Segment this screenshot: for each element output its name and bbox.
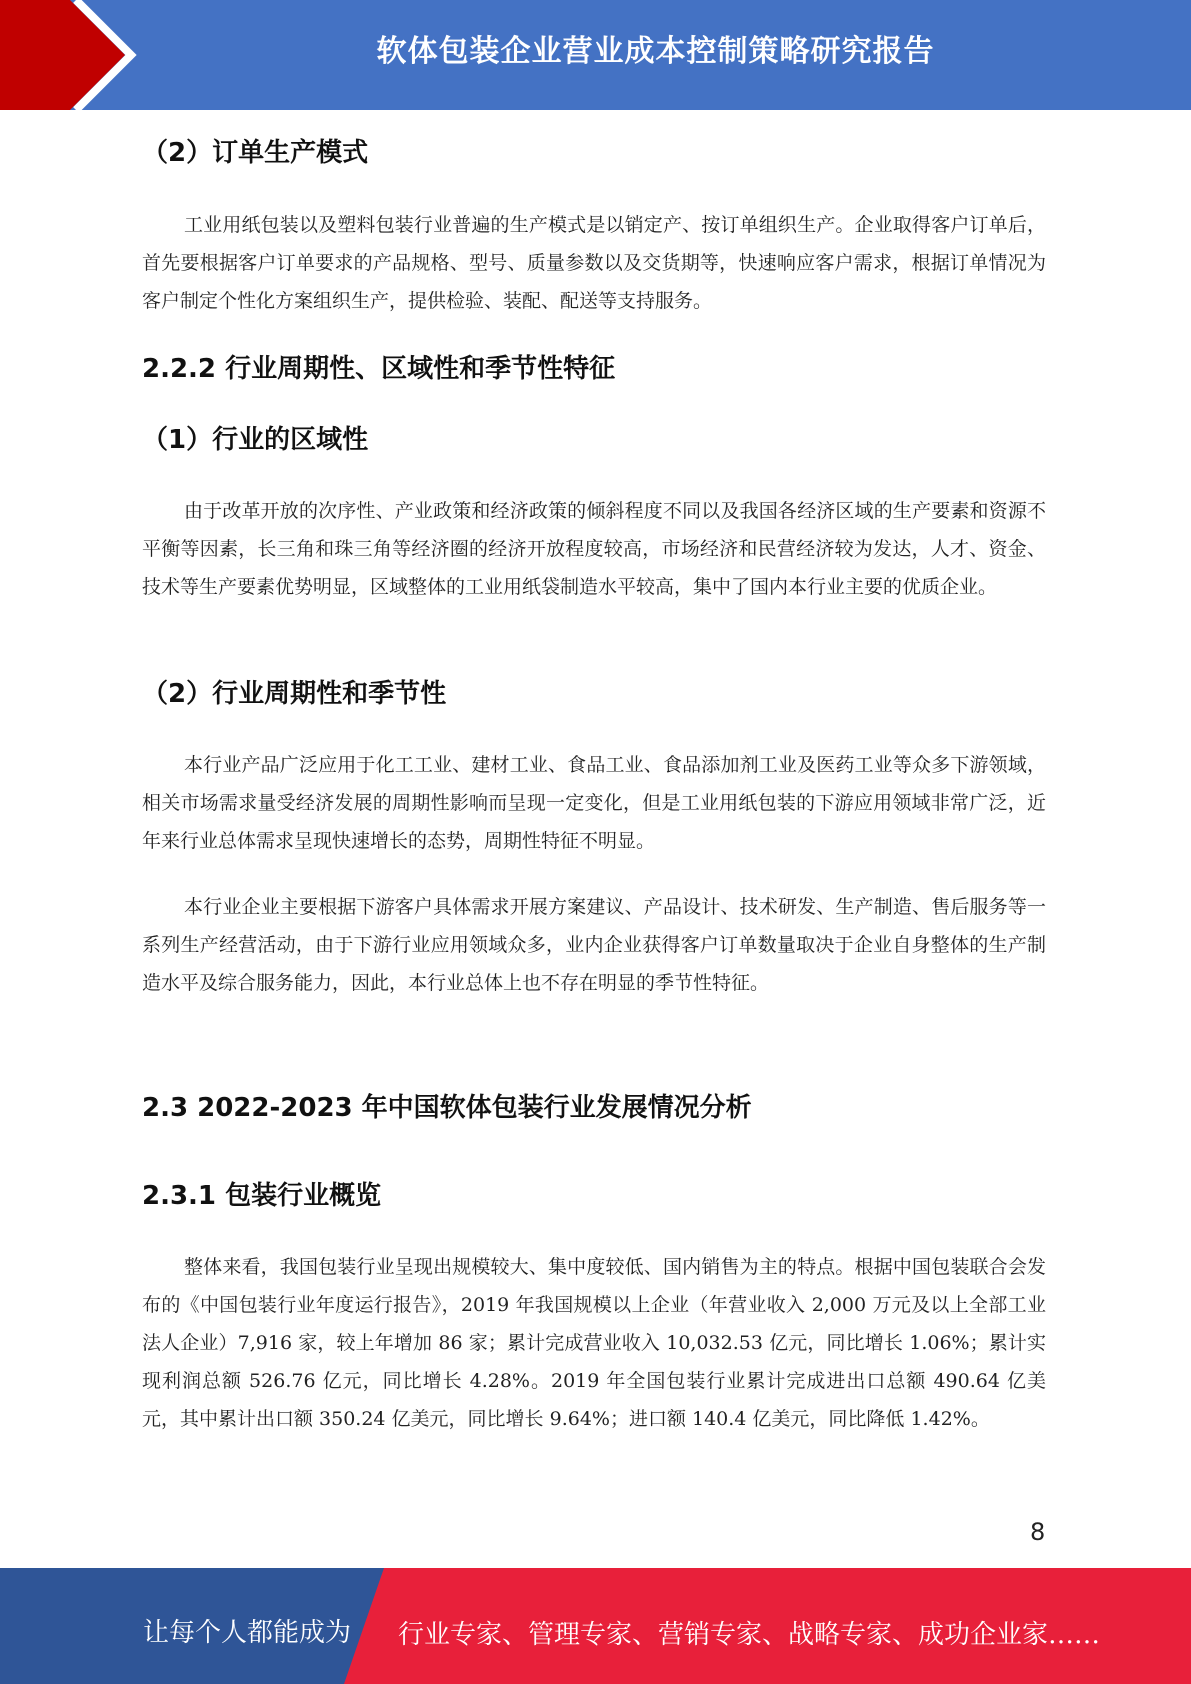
header-chevron-graphic [0,0,160,110]
paragraph-cyclical: 本行业产品广泛应用于化工工业、建材工业、食品工业、食品添加剂工业及医药工业等众多下游领域，相关市场需求量受经济发展的周期性影响而呈现一定变化，但是工业用纸包装的下游应用领域非常广泛，近年来行业总体需求呈现快速增长的态势，周期性特征不明显。 [142,754,1046,852]
document-title: 软体包装企业营业成本控制策略研究报告 [376,34,935,69]
subheading-order-production: （2）订单生产模式 [142,138,369,168]
paragraph-seasonal: 本行业企业主要根据下游客户具体需求开展方案建议、产品设计、技术研发、生产制造、售后服务等一系列生产经营活动，由于下游行业应用领域众多，业内企业获得客户订单数量取决于企业自身整体的生产制造水平及综合服务能力，因此，本行业总体上也不存在明显的季节性特征。 [142,896,1046,994]
subheading-cyclical-seasonal: （2）行业周期性和季节性 [142,679,447,709]
page-number: 8 [1030,1518,1046,1546]
paragraph-order-production: 工业用纸包装以及塑料包装行业普遍的生产模式是以销定产、按订单组织生产。企业取得客户订单后，首先要根据客户订单要求的产品规格、型号、质量参数以及交货期等，快速响应客户需求，根据订单情况为客户制定个性化方案组织生产，提供检验、装配、配送等支持服务。 [142,214,1046,312]
heading-2-3-1: 2.3.1 包装行业概览 [142,1181,382,1211]
page-footer [0,1568,1191,1684]
heading-2-2-2: 2.2.2 行业周期性、区域性和季节性特征 [142,354,616,384]
footer-slogan-left: 让每个人都能成为 [143,1618,352,1648]
page-header [0,0,1191,110]
heading-2-3: 2.3 2022-2023 年中国软体包装行业发展情况分析 [142,1093,752,1123]
paragraph-regional: 由于改革开放的次序性、产业政策和经济政策的倾斜程度不同以及我国各经济区域的生产要素和资源不平衡等因素，长三角和珠三角等经济圈的经济开放程度较高，市场经济和民营经济较为发达，人才、资金、技术等生产要素优势明显，区域整体的工业用纸袋制造水平较高，集中了国内本行业主要的优质企业。 [142,500,1046,598]
subheading-regional: （1）行业的区域性 [142,425,369,455]
paragraph-industry-overview: 整体来看，我国包装行业呈现出规模较大、集中度较低、国内销售为主的特点。根据中国包装联合会发布的《中国包装行业年度运行报告》，2019 年我国规模以上企业（年营业收入 2,000 万元及以上全部工业法人企业）7,916 家，较上年增加 86 家；累计完成营业收入 10,032.53 亿元，同比增长 1.06%；累计实现利润总额 526.76 亿元，同比增长 4.28%。2019 年全国包装行业累计完成进出口总额 490.64 亿美元，其中累计出口额 350.24 亿美元，同比增长 9.64%；进口额 140.4 亿美元，同比降低 1.42%。 [142,1256,1046,1430]
footer-slogan-right: 行业专家、管理专家、营销专家、战略专家、成功企业家…… [398,1620,1101,1650]
